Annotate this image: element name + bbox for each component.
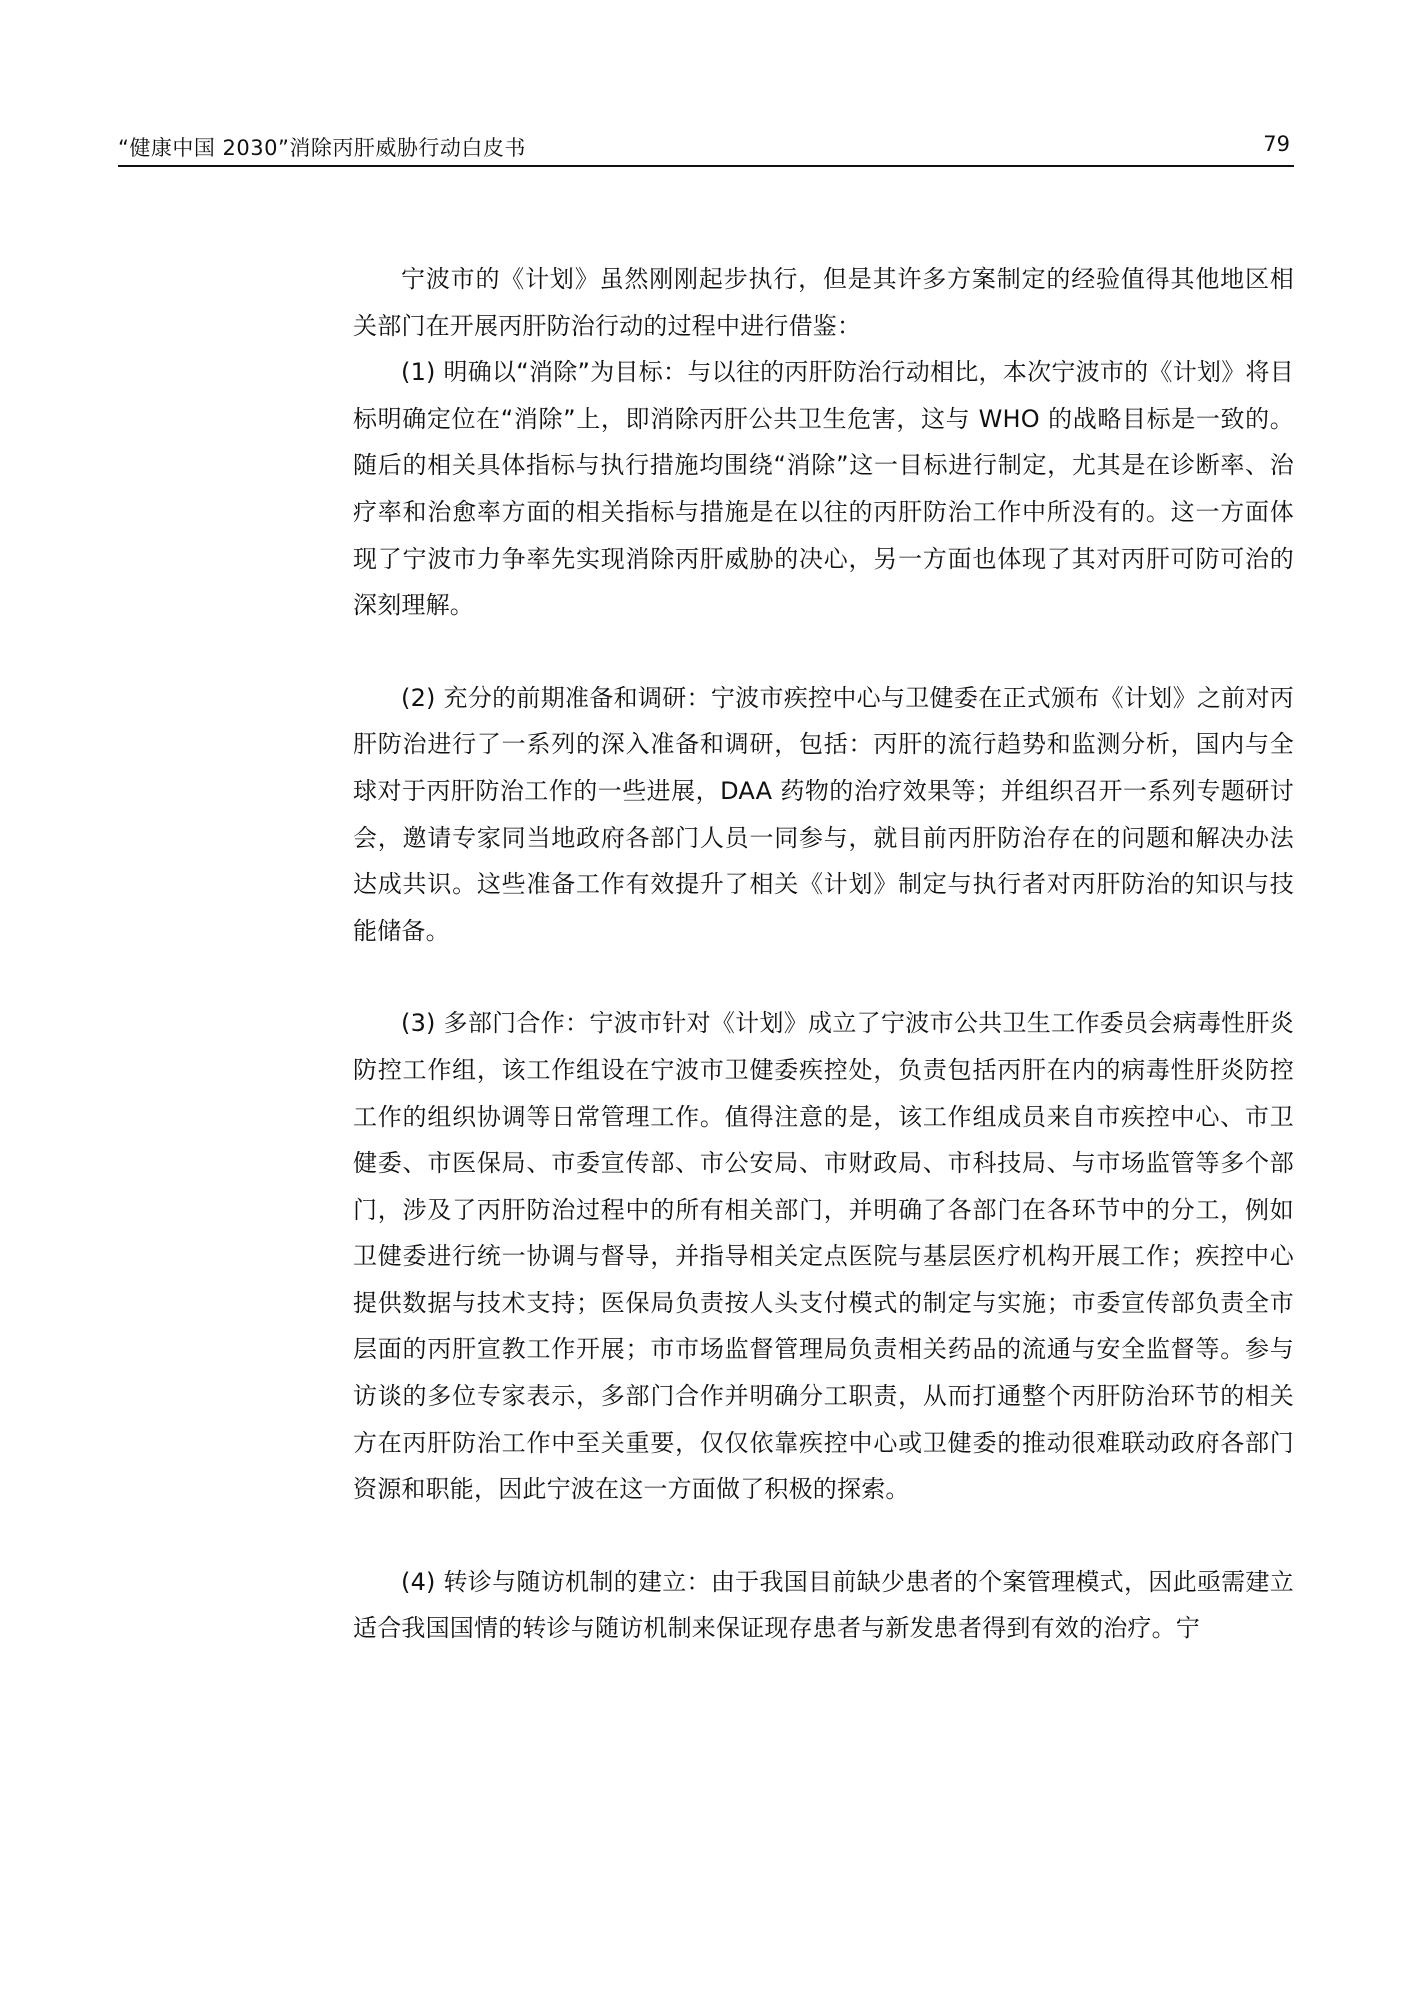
paragraph-intro: 宁波市的《计划》虽然刚刚起步执行，但是其许多方案制定的经验值得其他地区相关部门在开展丙肝防治行动的过程中进行借鉴： [353, 265, 1294, 340]
paragraph-point-3: (3) 多部门合作：宁波市针对《计划》成立了宁波市公共卫生工作委员会病毒性肝炎防控工作组，该工作组设在宁波市卫健委疾控处，负责包括丙肝在内的病毒性肝炎防控工作的组织协调等日常管理工作。值得注意的是，该工作组成员来自市疾控中心、市卫健委、市医保局、市委宣传部、市公安局、市财政局、市科技局、与市场监管等多个部门，涉及了丙肝防治过程中的所有相关部门，并明确了各部门在各环节中的分工，例如卫健委进行统一协调与督导，并指导相关定点医院与基层医疗机构开展工作；疾控中心提供数据与技术支持；医保局负责按人头支付模式的制定与实施；市委宣传部负责全市层面的丙肝宣教工作开展；市市场监督管理局负责相关药品的流通与安全监督等。参与访谈的多位专家表示，多部门合作并明确分工职责，从而打通整个丙肝防治环节的相关方在丙肝防治工作中至关重要，仅仅依靠疾控中心或卫健委的推动很难联动政府各部门资源和职能，因此宁波在这一方面做了积极的探索。 [353, 1009, 1294, 1504]
running-title: “健康中国 2030”消除丙肝威胁行动白皮书 [118, 136, 526, 160]
header-divider [118, 165, 1294, 167]
paragraph-point-1: (1) 明确以“消除”为目标：与以往的丙肝防治行动相比，本次宁波市的《计划》将目标明确定位在“消除”上，即消除丙肝公共卫生危害，这与 WHO 的战略目标是一致的。随后的相关具体指标与执行措施均围绕“消除”这一目标进行制定，尤其是在诊断率、治疗率和治愈率方面的相关指标与措施是在以往的丙肝防治工作中所没有的。这一方面体现了宁波市力争率先实现消除丙肝威胁的决心，另一方面也体现了其对丙肝可防可治的深刻理解。 [353, 358, 1294, 620]
paragraph-point-4: (4) 转诊与随访机制的建立：由于我国目前缺少患者的个案管理模式，因此亟需建立适合我国国情的转诊与随访机制来保证现存患者与新发患者得到有效的治疗。宁 [353, 1567, 1294, 1643]
page-number: 79 [1263, 132, 1290, 156]
page-header [118, 128, 1294, 166]
body-text [353, 256, 1294, 1652]
paragraph-point-2: (2) 充分的前期准备和调研：宁波市疾控中心与卫健委在正式颁布《计划》之前对丙肝防治进行了一系列的深入准备和调研，包括：丙肝的流行趋势和监测分析，国内与全球对于丙肝防治工作的一些进展，DAA 药物的治疗效果等；并组织召开一系列专题研讨会，邀请专家同当地政府各部门人员一同参与，就目前丙肝防治存在的问题和解决办法达成共识。这些准备工作有效提升了相关《计划》制定与执行者对丙肝防治的知识与技能储备。 [353, 683, 1294, 945]
